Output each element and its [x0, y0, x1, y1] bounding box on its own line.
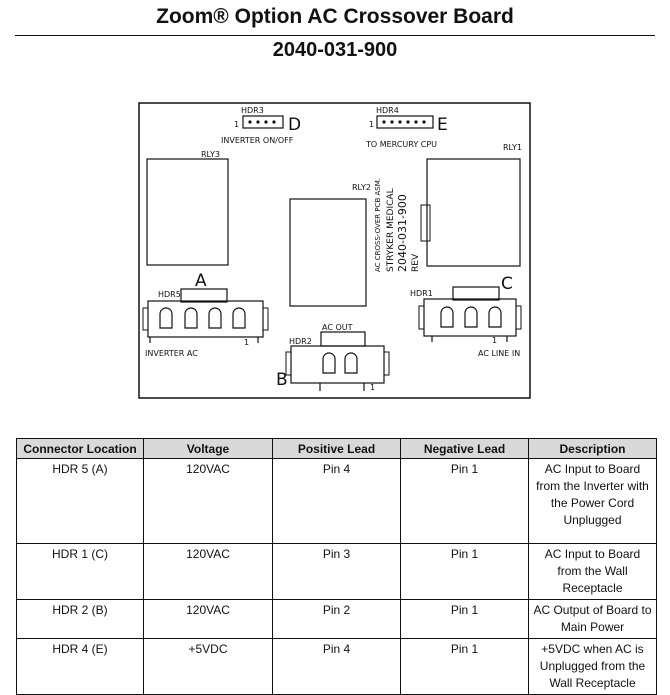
cell-negative: Pin 1	[401, 639, 529, 695]
header-positive-lead: Positive Lead	[273, 439, 401, 459]
cell-description: AC Input to Board from the Wall Receptacle	[529, 544, 657, 600]
hdr4-pin1: 1	[369, 120, 375, 129]
table-row	[17, 459, 657, 544]
table-row	[17, 600, 657, 639]
header-voltage: Voltage	[144, 439, 273, 459]
pcb-text-line2: STRYKER MEDICAL	[386, 188, 396, 272]
cell-description: +5VDC when AC is Unplugged from the Wall Receptacle	[529, 639, 657, 695]
hdr3-pin1: 1	[234, 120, 240, 129]
hdr2-connector	[276, 323, 389, 392]
cell-positive: Pin 4	[273, 639, 401, 695]
relay-3	[147, 159, 228, 265]
relay-2	[290, 199, 366, 306]
cell-location: HDR 5 (A)	[17, 459, 144, 544]
hdr3-ref: HDR3	[241, 106, 264, 115]
hdr5-pin1: 1	[244, 338, 250, 347]
page-title: Zoom® Option AC Crossover Board	[156, 5, 514, 28]
rly3-label: RLY3	[201, 150, 220, 159]
cell-negative: Pin 1	[401, 600, 529, 639]
rly1-label: RLY1	[503, 143, 522, 152]
hdr3-letter: D	[288, 115, 302, 135]
hdr1-label: AC LINE IN	[478, 349, 521, 358]
cell-positive: Pin 4	[273, 459, 401, 544]
hdr2-pin1: 1	[370, 383, 376, 392]
cell-positive: Pin 2	[273, 600, 401, 639]
table-header-row	[17, 439, 657, 459]
pcb-silkscreen-text	[374, 178, 421, 272]
hdr5-label: INVERTER AC	[145, 349, 198, 358]
relay-1	[427, 159, 520, 266]
hdr1-connector	[410, 274, 521, 358]
hdr4-label: TO MERCURY CPU	[366, 140, 438, 149]
hdr3-label: INVERTER ON/OFF	[221, 136, 294, 145]
hdr5-connector	[143, 271, 268, 358]
hdr1-pin1: 1	[492, 336, 498, 345]
hdr2-label: AC OUT	[322, 323, 353, 332]
cell-negative: Pin 1	[401, 459, 529, 544]
header-negative-lead: Negative Lead	[401, 439, 529, 459]
hdr5-ref: HDR5	[158, 290, 181, 299]
rly2-label: RLY2	[352, 183, 371, 192]
hdr5-letter: A	[195, 271, 207, 291]
hdr4-connector	[365, 106, 448, 149]
cell-negative: Pin 1	[401, 544, 529, 600]
cell-description: AC Output of Board to Main Power	[529, 600, 657, 639]
table-row	[17, 544, 657, 600]
pcb-text-line4: REV	[411, 253, 421, 272]
hdr3-connector	[221, 106, 301, 145]
hdr2-ref: HDR2	[289, 337, 312, 346]
cell-voltage: 120VAC	[144, 459, 273, 544]
cell-location: HDR 2 (B)	[17, 600, 144, 639]
hdr2-letter: B	[276, 370, 288, 390]
cell-location: HDR 1 (C)	[17, 544, 144, 600]
pcb-component	[421, 205, 430, 241]
hdr1-ref: HDR1	[410, 289, 433, 298]
hdr1-letter: C	[501, 274, 513, 294]
cell-positive: Pin 3	[273, 544, 401, 600]
pcb-text-line1: AC CROSS-OVER PCB ASM.	[374, 178, 382, 272]
hdr4-ref: HDR4	[376, 106, 399, 115]
cell-voltage: 120VAC	[144, 600, 273, 639]
table-row	[17, 639, 657, 695]
pcb-text-line3: 2040-031-900	[396, 194, 409, 272]
cell-location: HDR 4 (E)	[17, 639, 144, 695]
header-description: Description	[529, 439, 657, 459]
cell-description: AC Input to Board from the Inverter with the Power Cord Unplugged	[529, 459, 657, 544]
hdr4-letter: E	[437, 115, 448, 135]
header-connector-location: Connector Location	[17, 439, 144, 459]
cell-voltage: +5VDC	[144, 639, 273, 695]
connector-table	[16, 438, 657, 695]
cell-voltage: 120VAC	[144, 544, 273, 600]
part-number: 2040-031-900	[272, 39, 398, 61]
